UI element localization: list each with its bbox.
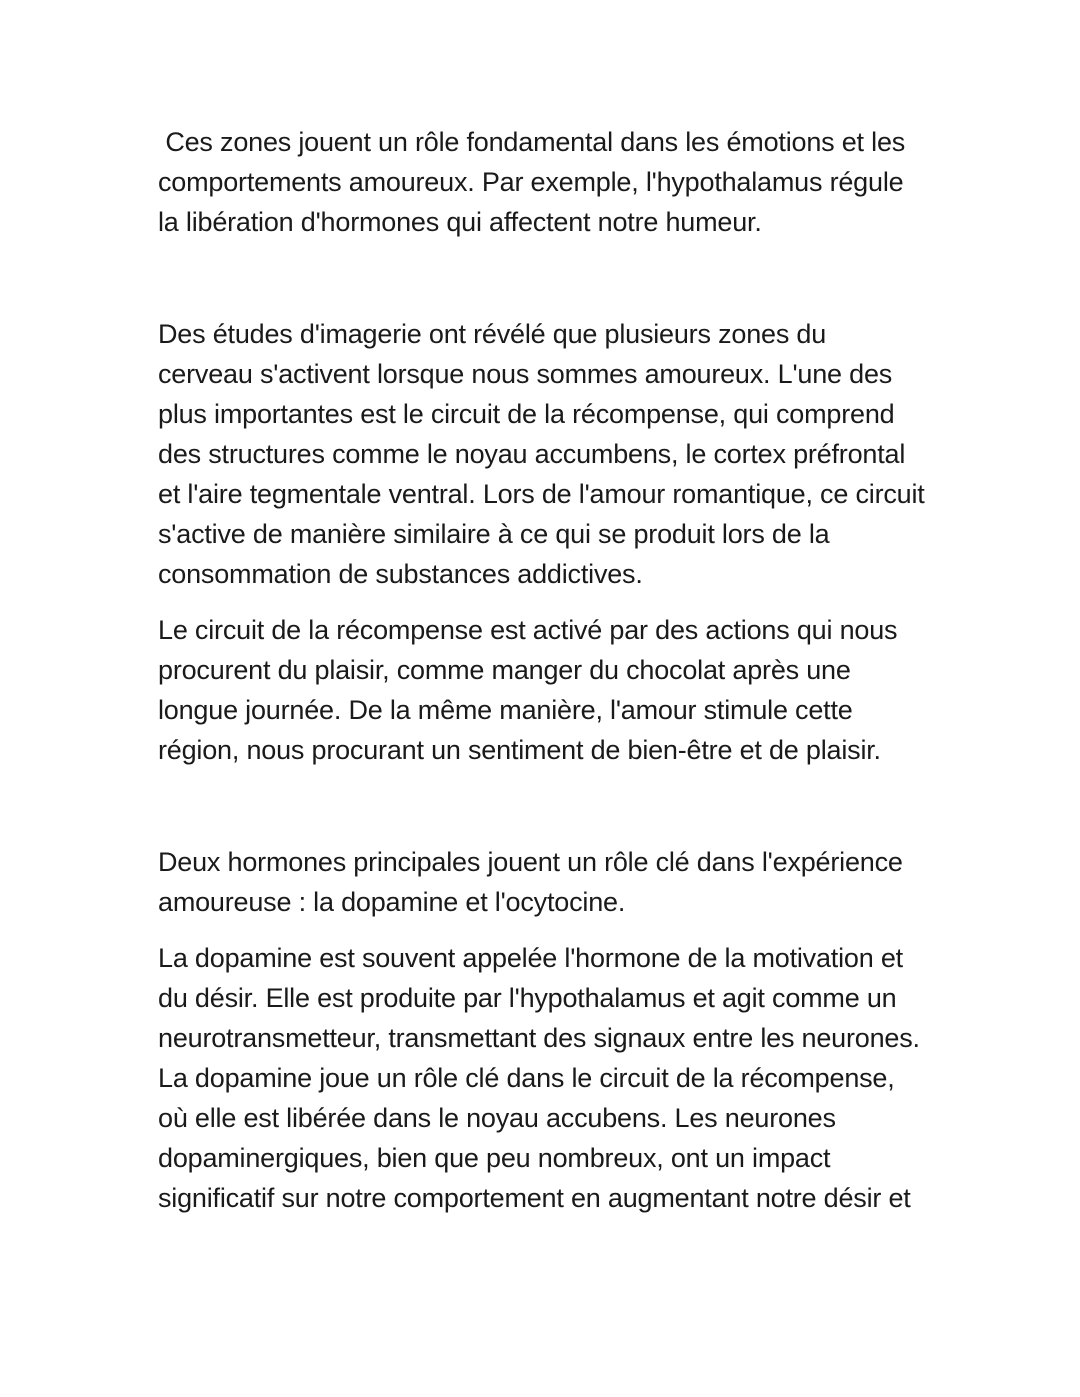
paragraph: La dopamine est souvent appelée l'hormone de la motivation et du désir. Elle est produite par l'hypothalamus et agit comme un neurotransmetteur, transmettant des signaux entre les neurones. La dopamine joue un rôle clé dans le circuit de la récompense, où elle est libérée dans le noyau accubens. Les neurones dopaminergiques, bien que peu nombreux, ont un impact significatif sur notre comportement en augmentant notre désir et [158, 943, 928, 1213]
paragraph: Le circuit de la récompense est activé par des actions qui nous procurent du plaisir, comme manger du chocolat après une longue journée. De la même manière, l'amour stimule cette région, nous procurant un sentiment de bien-être et de plaisir. [158, 615, 905, 765]
empty-paragraph [158, 258, 926, 298]
paragraph: Ces zones jouent un rôle fondamental dans les émotions et les comportements amoureux. Par exemple, l'hypothalamus régule la libération d'hormones qui affectent notre humeur. [158, 127, 913, 237]
paragraph: Des études d'imagerie ont révélé que plusieurs zones du cerveau s'activent lorsque nous sommes amoureux. L'une des plus importantes est le circuit de la récompense, qui comprend des structures comme le noyau accumbens, le cortex préfrontal et l'aire tegmentale ventral. Lors de l'amour romantique, ce circuit s'active de manière similaire à ce qui se produit lors de la consommation de substances addictives. [158, 319, 932, 589]
empty-paragraph [158, 786, 926, 826]
text-column [158, 122, 932, 1234]
paragraph: Deux hormones principales jouent un rôle clé dans l'expérience amoureuse : la dopamine et l'ocytocine. [158, 847, 911, 917]
